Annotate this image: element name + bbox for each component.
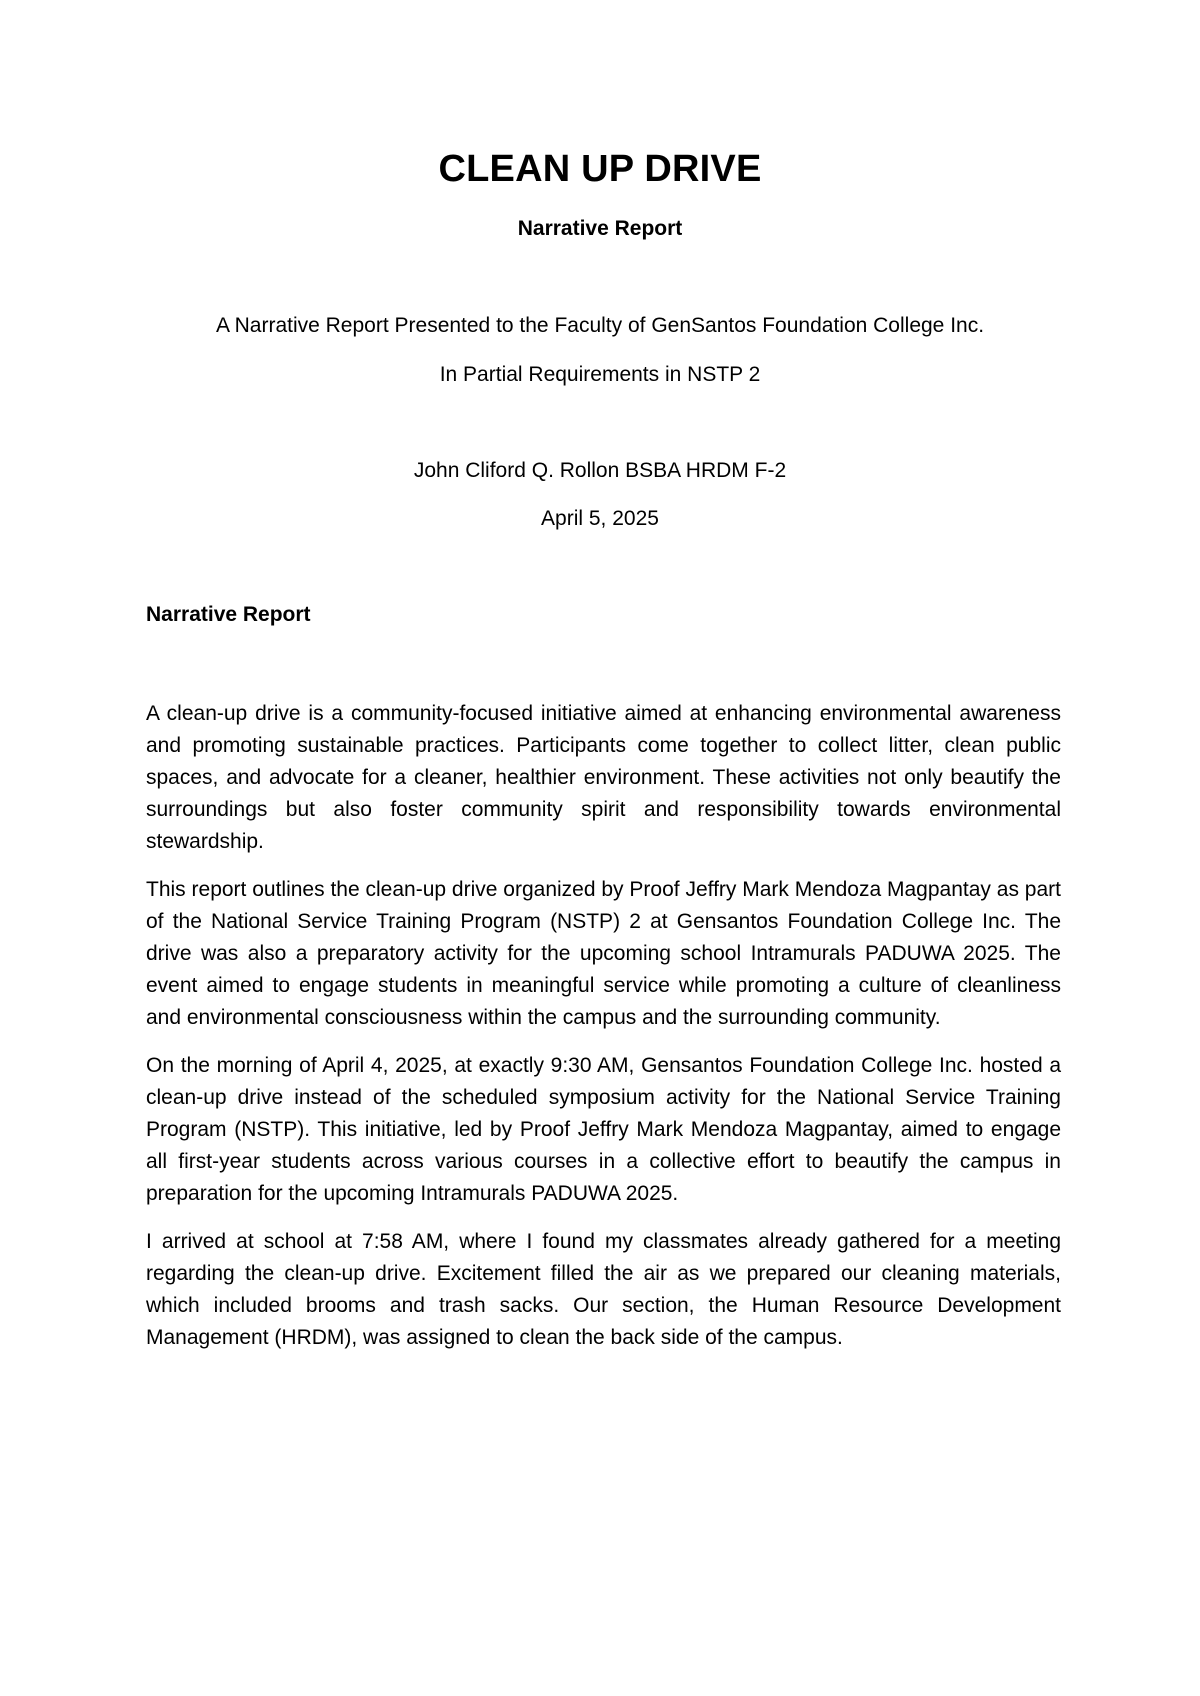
paragraph-outline: This report outlines the clean-up drive organized by Proof Jeffry Mark Mendoza Magpantay as part of the National Service Training Program (NSTP) 2 at Gensantos Foundation College Inc. The drive was also a preparatory activity for the upcoming school Intramurals PADUWA 2025. The event aimed to engage students in meaningful service while promoting a culture of cleanliness and environmental consciousness within the campus and the surrounding community. [146, 878, 1061, 1029]
document-title: CLEAN UP DRIVE [438, 148, 762, 190]
report-date: April 5, 2025 [541, 507, 659, 530]
document-subtitle: Narrative Report [517, 217, 683, 240]
author-line: John Cliford Q. Rollon BSBA HRDM F-2 [413, 459, 787, 482]
paragraph-arrival: I arrived at school at 7:58 AM, where I found my classmates already gathered for a meeting regarding the clean-up drive. Excitement filled the air as we prepared our cleaning materials, which included brooms and trash sacks. Our section, the Human Resource Development Management (HRDM), was assigned to clean the back side of the campus. [146, 1230, 1061, 1349]
section-heading: Narrative Report [146, 603, 311, 626]
report-body [146, 698, 1061, 1370]
presented-line: A Narrative Report Presented to the Faculty of GenSantos Foundation College Inc. [215, 314, 985, 337]
requirements-line: In Partial Requirements in NSTP 2 [439, 363, 761, 386]
paragraph-intro: A clean-up drive is a community-focused initiative aimed at enhancing environmental awareness and promoting sustainable practices. Participants come together to collect litter, clean public spaces, and advocate for a cleaner, healthier environment. These activities not only beautify the surroundings but also foster community spirit and responsibility towards environmental stewardship. [146, 702, 1061, 853]
paragraph-event: On the morning of April 4, 2025, at exactly 9:30 AM, Gensantos Foundation College Inc. hosted a clean-up drive instead of the scheduled symposium activity for the National Service Training Program (NSTP). This initiative, led by Proof Jeffry Mark Mendoza Magpantay, aimed to engage all first-year students across various courses in a collective effort to beautify the campus in preparation for the upcoming Intramurals PADUWA 2025. [146, 1054, 1061, 1205]
